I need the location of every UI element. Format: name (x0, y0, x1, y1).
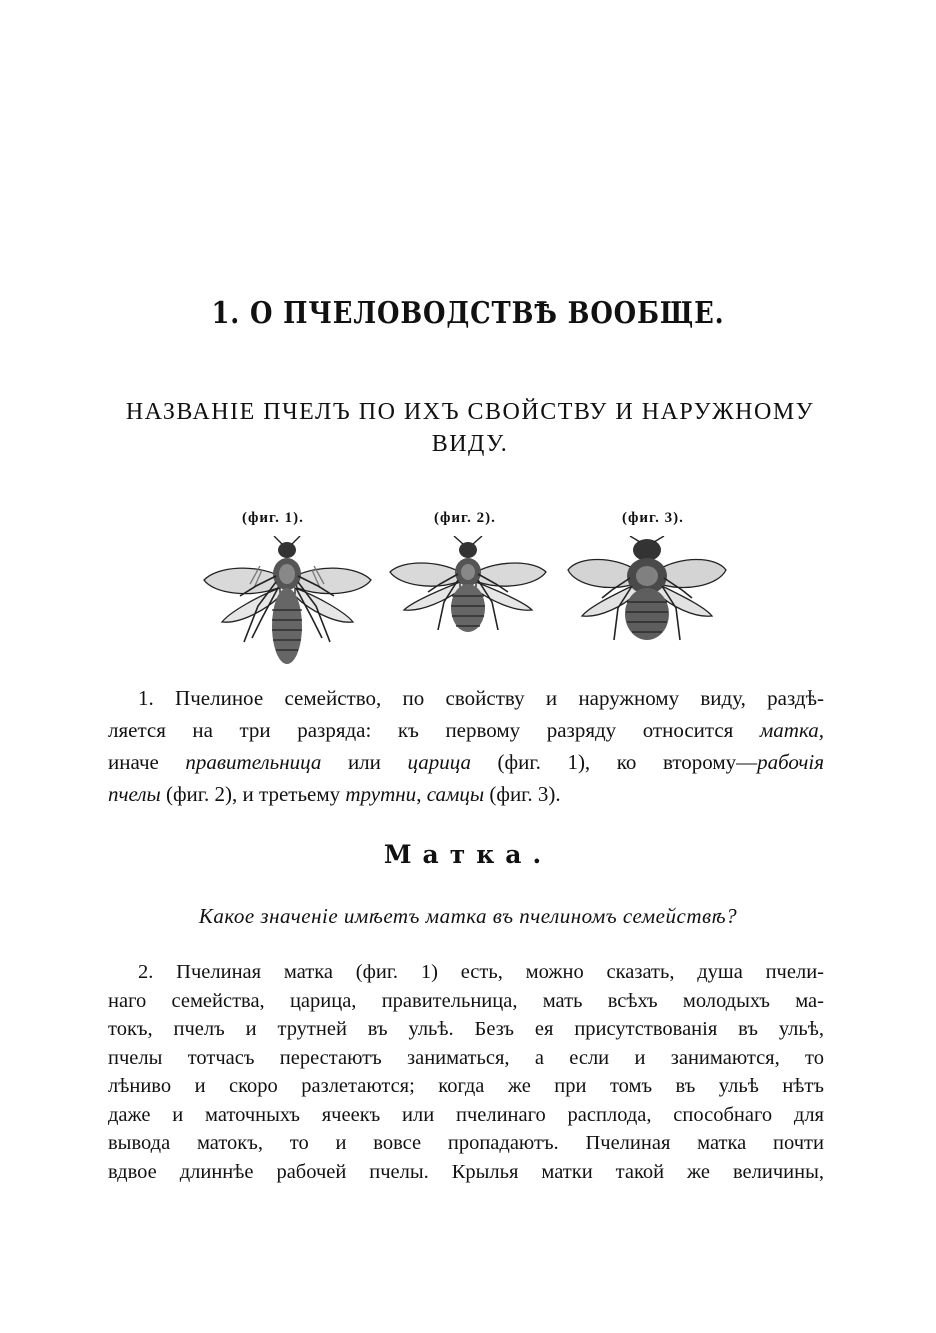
figure-caption-2: (фиг. 2). (434, 510, 496, 526)
paragraph-2 (108, 958, 824, 1186)
paragraph-2-line: 2. Пчелиная матка (фиг. 1) есть, можно сказать, душа пчели- (138, 961, 824, 983)
italic-term: самцы (426, 782, 485, 806)
italic-term: пчелы (108, 782, 161, 806)
paragraph-1 (108, 682, 824, 810)
paragraph-1-line-4 (108, 778, 824, 810)
section-heading-line-1: НАЗВАНІЕ ПЧЕЛЪ ПО ИХЪ СВОЙСТВУ И НАРУЖНОМУ (125, 399, 815, 425)
italic-term: царица (407, 750, 471, 774)
subsection-title: Матка. (383, 840, 553, 869)
paragraph-1-line-1: 1. Пчелиное семейство, по свойству и наружному виду, раздѣ- (138, 686, 824, 710)
subsection-question: Какое значеніе имѣетъ матка въ пчелиномъ семействѣ? (198, 904, 738, 928)
figure-caption-1: (фиг. 1). (242, 510, 304, 526)
paragraph-2-line: пчелы тотчасъ перестаютъ заниматься, а если и занимаются, то (108, 1046, 824, 1069)
text-run: или (321, 750, 408, 774)
paragraph-1-line-2 (108, 714, 824, 746)
queen-bee-icon (200, 536, 375, 668)
italic-term: правительница (185, 750, 322, 774)
italic-term: матка, (759, 718, 824, 742)
chapter-title: 1. О ПЧЕЛОВОДСТВѢ ВООБЩЕ. (211, 296, 725, 331)
figure-caption-3: (фиг. 3). (622, 510, 684, 526)
text-run: иначе (108, 750, 186, 774)
section-heading (110, 396, 830, 460)
worker-bee-icon (388, 536, 548, 638)
text-run: ляется на три разряда: къ первому разряду относится (108, 718, 760, 742)
text-run: , (416, 782, 427, 806)
paragraph-2-line: токъ, пчелъ и трутней въ ульѣ. Безъ ея присутствованія въ ульѣ, (108, 1018, 824, 1040)
paragraph-2-line: наго семейства, царица, правительница, мать всѣхъ молодыхъ ма- (108, 989, 824, 1012)
text-run: (фиг. 3). (484, 782, 561, 806)
paragraph-2-line: даже и маточныхъ ячеекъ или пчелинаго расплода, способнаго для (108, 1103, 824, 1126)
italic-term: трутни (345, 782, 417, 806)
paragraph-2-line: вывода матокъ, то и вовсе пропадаютъ. Пчелиная матка почти (108, 1132, 824, 1154)
drone-bee-icon (566, 536, 728, 646)
text-run: (фиг. 1), ко второму— (470, 750, 758, 774)
paragraph-2-line: вдвое длиннѣе рабочей пчелы. Крылья матки такой же величины, (108, 1160, 824, 1183)
paragraph-2-line: лѣниво и скоро разлетаются; когда же при томъ въ ульѣ нѣтъ (108, 1075, 824, 1097)
paragraph-1-line-3 (108, 746, 824, 778)
section-heading-line-2: ВИДУ. (431, 431, 509, 457)
text-run: (фиг. 2), и третьему (160, 782, 346, 806)
italic-term: рабочія (757, 750, 824, 774)
